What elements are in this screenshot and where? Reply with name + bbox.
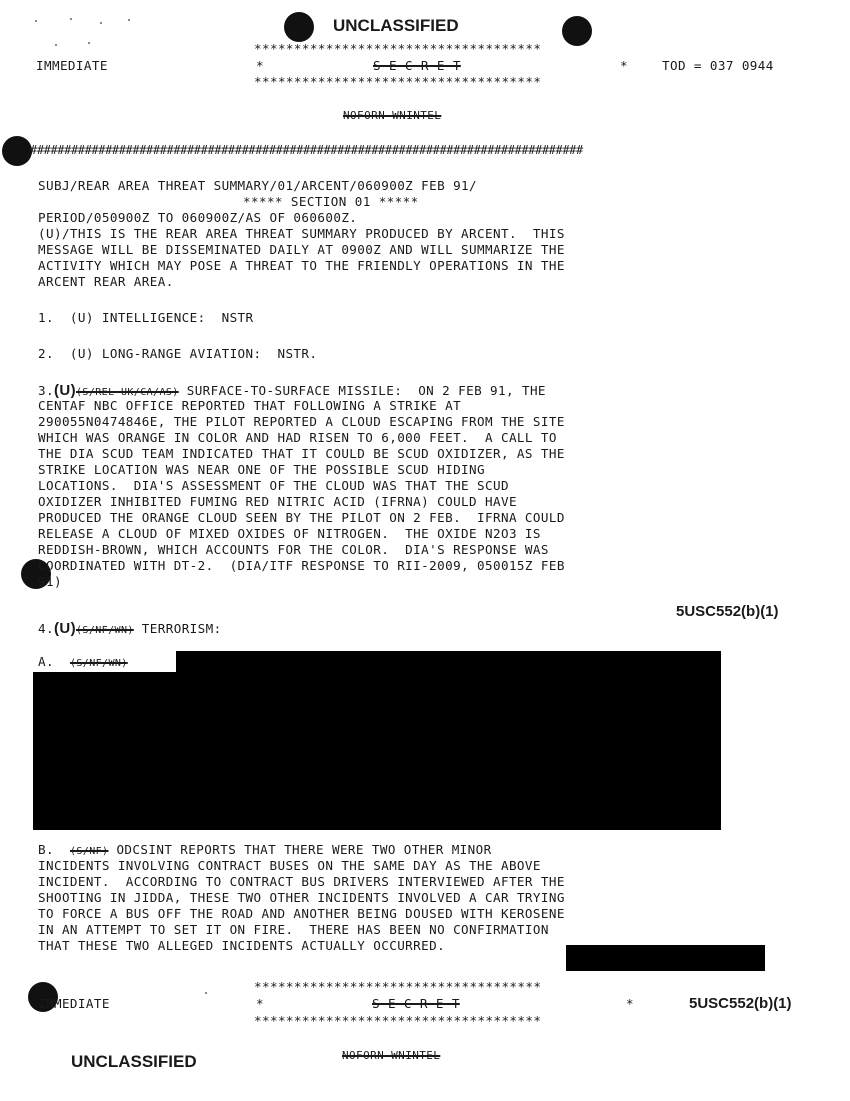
item-3-marking: (U) (53, 382, 76, 399)
intro-line: ARCENT REAR AREA. (38, 274, 174, 289)
classification-secret-struck: S E C R E T (373, 58, 461, 73)
scan-speck (100, 22, 102, 24)
classification-marking-top: UNCLASSIFIED (333, 16, 459, 35)
item-b-line: SHOOTING IN JIDDA, THESE TWO OTHER INCIDENTS INVOLVED A CAR TRYING (38, 890, 565, 905)
scan-speck (128, 19, 130, 21)
scan-speck (70, 18, 72, 20)
item-4-number: 4. (38, 621, 54, 636)
item-b-struck-marking: (S/NF) (69, 846, 109, 857)
classification-marking-bottom: UNCLASSIFIED (71, 1052, 197, 1071)
punch-hole-top-left (284, 12, 314, 42)
footer-precedence-label: IMMEDIATE (38, 996, 110, 1011)
item-3-line: 290055N0474846E, THE PILOT REPORTED A CLOUD ESCAPING FROM THE SITE (38, 414, 565, 429)
item-3-line: STRIKE LOCATION WAS NEAR ONE OF THE POSSIBLE SCUD HIDING (38, 462, 485, 477)
subject-line: SUBJ/REAR AREA THREAT SUMMARY/01/ARCENT/060900Z FEB 91/ (38, 178, 478, 193)
item-3-line: CENTAF NBC OFFICE REPORTED THAT FOLLOWING A STRIKE AT (38, 398, 462, 413)
footer-classification-secret-struck: S E C R E T (372, 996, 460, 1011)
footer-star-right: * (626, 996, 634, 1011)
period-line: PERIOD/050900Z TO 060900Z/AS OF 060600Z. (38, 210, 358, 225)
footer-stars-top: ************************************ (254, 979, 542, 994)
separator-line: ################################################################################# (30, 143, 583, 157)
item-3-line: THE DIA SCUD TEAM INDICATED THAT IT COULD BE SCUD OXIDIZER, AS THE (38, 446, 565, 461)
item-b-first-line (38, 842, 492, 857)
item-b-line: THAT THESE TWO ALLEGED INCIDENTS ACTUALLY OCCURRED. (38, 938, 446, 953)
scan-speck (88, 42, 90, 44)
header-stars-top: ************************************ (254, 41, 542, 56)
header-star-right: * (620, 58, 628, 73)
item-3-line: PRODUCED THE ORANGE CLOUD SEEN BY THE PILOT ON 2 FEB. IFRNA COULD (38, 510, 565, 525)
scan-speck (55, 44, 57, 46)
item-3-heading: SURFACE-TO-SURFACE MISSILE: ON 2 FEB 91, THE (178, 383, 546, 398)
item-b-line: INCIDENT. ACCORDING TO CONTRACT BUS DRIVERS INTERVIEWED AFTER THE (38, 874, 565, 889)
item-b-heading: ODCSINT REPORTS THAT THERE WERE TWO OTHER MINOR (108, 842, 492, 857)
item-3-line: REDDISH-BROWN, WHICH ACCOUNTS FOR THE COLOR. DIA'S RESPONSE WAS (38, 542, 549, 557)
item-4-marking: (U) (53, 620, 76, 637)
caveat-struck: NOFORN WNINTEL (343, 109, 442, 122)
item-3-line: OXIDIZER INHIBITED FUMING RED NITRIC ACID (IFRNA) COULD HAVE (38, 494, 517, 509)
item-a-label: A. (38, 654, 54, 669)
item-4-heading: TERRORISM: (133, 621, 222, 636)
item-1-intelligence: 1. (U) INTELLIGENCE: NSTR (38, 310, 254, 325)
redaction-block (176, 651, 721, 673)
header-star-left: * (256, 58, 264, 73)
item-3-line: WHICH WAS ORANGE IN COLOR AND HAD RISEN TO 6,000 FEET. A CALL TO (38, 430, 557, 445)
scan-speck (35, 20, 37, 22)
time-of-delivery: TOD = 037 0944 (662, 58, 774, 73)
redaction-block (33, 672, 721, 830)
punch-hole-left (2, 136, 32, 166)
punch-hole-top-right (562, 16, 592, 46)
footer-stars-bottom: ************************************ (254, 1013, 542, 1028)
scan-speck (205, 992, 207, 994)
footer-exemption-marking: 5USC552(b)(1) (689, 995, 792, 1012)
exemption-marking: 5USC552(b)(1) (676, 603, 779, 620)
section-heading: ***** SECTION 01 ***** (243, 194, 419, 209)
item-4-terrorism (38, 620, 222, 637)
intro-line: ACTIVITY WHICH MAY POSE A THREAT TO THE FRIENDLY OPERATIONS IN THE (38, 258, 565, 273)
item-3-line: LOCATIONS. DIA'S ASSESSMENT OF THE CLOUD WAS THAT THE SCUD (38, 478, 509, 493)
caveat-struck-bottom: NOFORN WNINTEL (342, 1049, 441, 1062)
item-b-line: TO FORCE A BUS OFF THE ROAD AND ANOTHER BEING DOUSED WITH KEROSENE (38, 906, 565, 921)
footer-star-left: * (256, 996, 264, 1011)
item-2-long-range-aviation: 2. (U) LONG-RANGE AVIATION: NSTR. (38, 346, 318, 361)
item-3-number: 3. (38, 383, 54, 398)
item-b-label: B. (38, 842, 54, 857)
item-b-line: INCIDENTS INVOLVING CONTRACT BUSES ON THE SAME DAY AS THE ABOVE (38, 858, 541, 873)
header-stars-bottom: ************************************ (254, 74, 542, 89)
item-4-struck-marking: (S/NF/WN) (76, 625, 134, 636)
item-a-struck-marking: (S/NF/WN) (69, 658, 128, 669)
item-3-line: RELEASE A CLOUD OF MIXED OXIDES OF NITROGEN. THE OXIDE N2O3 IS (38, 526, 541, 541)
item-a-label-line (38, 654, 128, 669)
item-3-line: 91) (38, 574, 62, 589)
item-3-struck-marking: (S/REL UK/CA/AS) (76, 387, 179, 398)
item-3-first-line (38, 382, 546, 399)
item-3-line: COORDINATED WITH DT-2. (DIA/ITF RESPONSE TO RII-2009, 050015Z FEB (38, 558, 565, 573)
intro-line: (U)/THIS IS THE REAR AREA THREAT SUMMARY PRODUCED BY ARCENT. THIS (38, 226, 565, 241)
redaction-block (566, 945, 765, 971)
item-b-line: IN AN ATTEMPT TO SET IT ON FIRE. THERE HAS BEEN NO CONFIRMATION (38, 922, 549, 937)
intro-line: MESSAGE WILL BE DISSEMINATED DAILY AT 0900Z AND WILL SUMMARIZE THE (38, 242, 565, 257)
precedence-label: IMMEDIATE (36, 58, 108, 73)
